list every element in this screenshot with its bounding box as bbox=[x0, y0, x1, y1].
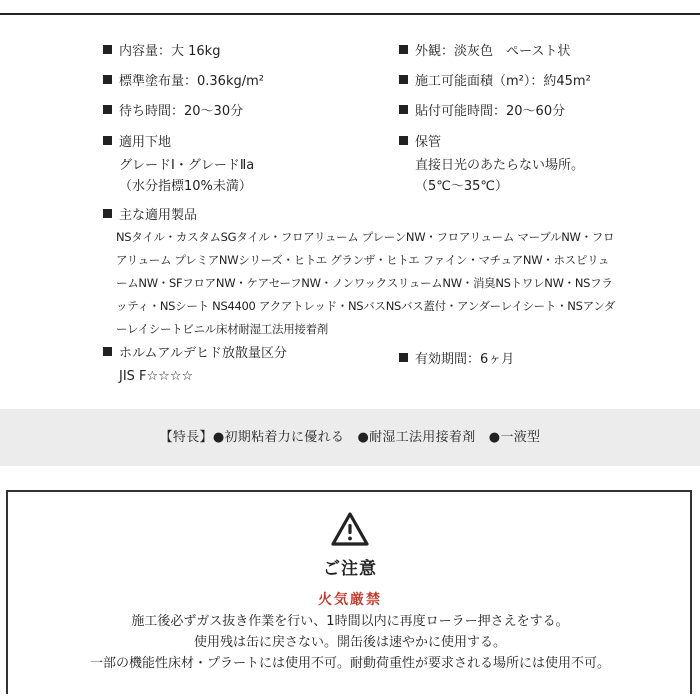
bullet-square-icon bbox=[103, 45, 112, 54]
spec-storage bbox=[399, 133, 441, 153]
spec-formaldehyde-label: ホルムアルデヒド放散量区分 bbox=[119, 346, 287, 361]
bullet-square-icon bbox=[399, 75, 408, 84]
formaldehyde-value: JIS F☆☆☆☆ bbox=[119, 369, 194, 384]
products-list: NSタイル・カスタムSGタイル・フロアリューム プレーンNW・フロアリューム マーブルNW・フロアリューム プレミアNWシリーズ・ヒトエ グランザ・ヒトエ ファイン・マチュアNW・ホスピリュームNW・SFフロアNW・ケアセーフNW・ノンワックスリュームNW・消臭NSトワレNW・NSフラッティ・NSシート NS4400 アクアトレッド・NSバスNSバス蓋付・アンダーレイシート・NSアンダーレイシートビニル床材耐湿工法用接着剤 bbox=[116, 230, 616, 336]
spec-bond-time bbox=[399, 102, 565, 122]
caution-note-1: 施工後必ずガス抜き作業を行い、1時間以内に再度ローラー押さえをする。 bbox=[131, 614, 569, 629]
substrate-grade: グレードⅠ・グレードⅡa bbox=[119, 158, 255, 173]
bullet-square-icon bbox=[103, 136, 112, 145]
spec-appearance bbox=[399, 42, 570, 62]
spec-products-label: 主な適用製品 bbox=[119, 208, 198, 223]
bullet-square-icon bbox=[399, 353, 408, 362]
caution-note-3: 一部の機能性床材・プラートには使用不可。耐動荷重性が要求される場所には使用不可。 bbox=[89, 656, 610, 671]
storage-temp: （5℃〜35℃） bbox=[415, 179, 509, 194]
top-divider bbox=[0, 13, 700, 15]
caution-title: ご注意 bbox=[323, 559, 377, 579]
substrate-moisture: （水分指標10%未満） bbox=[119, 179, 252, 194]
spec-shelf-life-text: 有効期間：6ヶ月 bbox=[415, 352, 515, 367]
spec-storage-label: 保管 bbox=[415, 135, 442, 150]
storage-note: 直接日光のあたらない場所。 bbox=[415, 158, 585, 173]
bullet-square-icon bbox=[399, 136, 408, 145]
spec-wait-text: 待ち時間：20〜30分 bbox=[119, 104, 244, 119]
spec-bond-time-text: 貼付可能時間：20〜60分 bbox=[415, 104, 566, 119]
bullet-square-icon bbox=[103, 209, 112, 218]
spec-coverage-text: 標準塗布量：0.36kg/m² bbox=[119, 74, 264, 89]
spec-substrate-label: 適用下地 bbox=[119, 135, 172, 150]
spec-content-text: 内容量：大 16kg bbox=[119, 44, 221, 59]
spec-products bbox=[103, 206, 197, 226]
spec-wait bbox=[103, 102, 243, 122]
features-text: 【特長】●初期粘着力に優れる ●耐湿工法用接着剤 ●一液型 bbox=[159, 430, 541, 445]
spec-substrate bbox=[103, 133, 171, 153]
spec-area bbox=[399, 72, 591, 92]
bullet-square-icon bbox=[103, 347, 112, 356]
spec-content bbox=[103, 42, 220, 62]
fire-warning: 火気厳禁 bbox=[318, 592, 382, 608]
warning-triangle-icon bbox=[330, 511, 370, 547]
spec-coverage bbox=[103, 72, 264, 92]
spec-appearance-text: 外観：淡灰色 ペースト状 bbox=[415, 44, 571, 59]
spec-area-text: 施工可能面積（m²）：約45m² bbox=[415, 74, 591, 89]
bullet-square-icon bbox=[399, 45, 408, 54]
spec-shelf-life bbox=[399, 350, 514, 370]
features-band bbox=[0, 409, 700, 466]
bullet-square-icon bbox=[103, 75, 112, 84]
bullet-square-icon bbox=[103, 105, 112, 114]
bullet-square-icon bbox=[399, 105, 408, 114]
caution-note-2: 使用残は缶に戻さない。開缶後は速やかに使用する。 bbox=[193, 635, 506, 650]
spec-formaldehyde bbox=[103, 344, 287, 364]
